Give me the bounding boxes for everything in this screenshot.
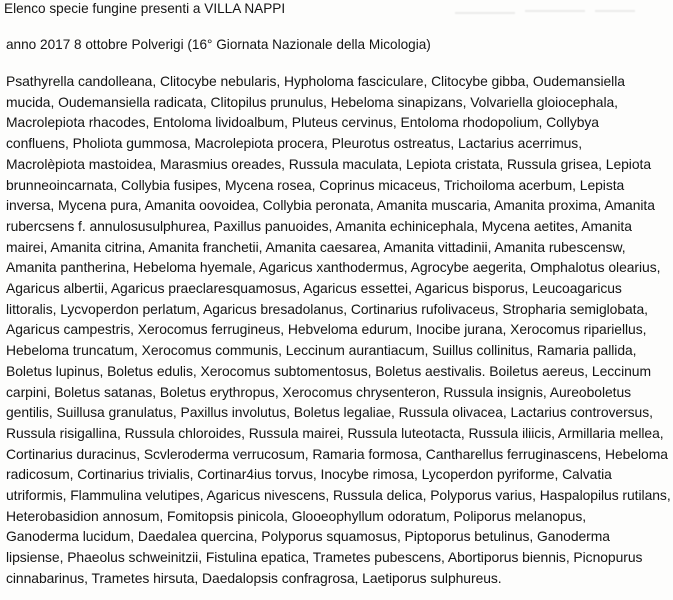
species-line: Russula risigallina, Russula chloroides, Russula mairei, Russula luteotacta, Russula iliicis, Armillaria mellea, [6,424,664,441]
species-line: Hebeloma truncatum, Xerocomus communis, Leccinum aurantiacum, Suillus collinitus, Ramaria pallida, [6,342,637,359]
species-line: rubercsens f. annulosusulphurea, Paxillus panuoides, Amanita echinicephala, Mycena aetites, Amanita [6,217,632,234]
species-line: Macrolepiota rhacodes, Entoloma lividoalbum, Pluteus cervinus, Entoloma rhodopolium, Collybya [6,114,599,131]
species-line: Macrolèpiota mastoidea, Marasmius oreades, Russula maculata, Lepiota cristata, Russula grisea, Lepiota [6,155,652,172]
species-line: brunneoincarnata, Collybia fusipes, Mycena rosea, Coprinus micaceus, Trichoiloma acerbum, Lepista [6,176,625,193]
show-through-marks [455,4,645,44]
species-list [6,71,671,589]
species-line: Amanita pantherina, Hebeloma hyemale, Agaricus xanthodermus, Agrocybe aegerita, Omphalotus olearius, [6,259,661,276]
species-line: cinnabarinus, Trametes hirsuta, Daedalopsis confragrosa, Laetiporus sulphureus. [6,569,502,586]
species-line: Cortinarius duracinus, Scvleroderma verrucosum, Ramaria formosa, Cantharellus ferruginascens, Hebeloma [6,445,668,462]
species-line: inversa, Mycena pura, Amanita oovoidea, Collybia peronata, Amanita muscaria, Amanita proxima, Amanita [6,197,655,214]
species-line: Agaricus albertii, Agaricus praeclaresquamosus, Agaricus essettei, Agaricus bisporus, Leucoagaricus [6,280,622,297]
species-line: carpini, Boletus satanas, Boletus erythropus, Xerocomus chrysenteron, Russula insignis, Aureoboletus [6,383,632,400]
species-line: mucida, Oudemansiella radicata, Clitopilus prunulus, Hebeloma sinapizans, Volvariella gloiocephala, [6,93,618,110]
species-line: Psathyrella candolleana, Clitocybe nebularis, Hypholoma fasciculare, Clitocybe gibba, Oudemansiella [6,73,625,89]
species-line: Boletus lupinus, Boletus edulis, Xerocomus subtomentosus, Boletus aestivalis. Boiletus aereus, Leccinum [6,362,651,379]
species-line: mairei, Amanita citrina, Amanita franchetii, Amanita caesarea, Amanita vittadinii, Amanita rubescensw, [6,238,626,255]
species-line: confluens, Pholiota gummosa, Macrolepiota procera, Pleurotus ostreatus, Lactarius acerrimus, [6,135,582,152]
species-line: Agaricus campestris, Xerocomus ferrugineus, Hebveloma edurum, Inocibe jurana, Xerocomus ripariellus, [6,321,647,338]
species-line: lipsiense, Phaeolus schweinitzii, Fistulina epatica, Trametes pubescens, Abortiporus biennis, Picnopurus [6,549,643,566]
species-line: Ganoderma lucidum, Daedalea quercina, Polyporus squamosus, Piptoporus betulinus, Ganoderma [6,528,610,545]
document-subtitle: anno 2017 8 ottobre Polverigi (16° Giornata Nazionale della Micologia) [6,37,431,52]
species-line: gentilis, Suillusa granulatus, Paxillus involutus, Boletus legaliae, Russula olivacea, Lactarius controversus, [6,404,653,421]
document-title: Elenco specie fungine presenti a VILLA NAPPI [4,1,286,16]
species-line: utriformis, Flammulina velutipes, Agaricus nivescens, Russula delica, Polyporus varius, Haspalopilus rutilans, [6,487,671,504]
species-line: radicosum, Cortinarius trivialis, Cortinar4ius torvus, Inocybe rimosa, Lycoperdon pyriforme, Calvatia [6,466,612,483]
species-line: Heterobasidion annosum, Fomitopsis pinicola, Glooeophyllum odoratum, Poliporus melanopus, [6,507,587,524]
species-line: littoralis, Lycvoperdon perlatum, Agaricus bresadolanus, Cortinarius rufolivaceus, Stropharia semiglobata, [6,300,648,317]
